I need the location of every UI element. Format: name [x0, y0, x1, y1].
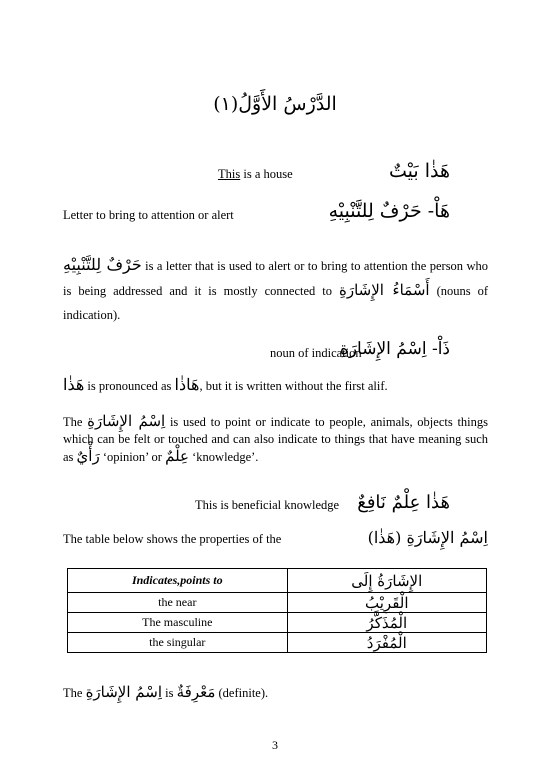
table-cell-english: Indicates,points to: [68, 569, 288, 593]
paragraph-text: (nouns of indication).: [63, 284, 488, 322]
example-4-arabic: هَذٰا عِلْمٌ نَافِعٌ: [357, 492, 450, 513]
arabic-term: مَعْرِفَةٌ: [176, 683, 216, 701]
table-cell-english: The masculine: [68, 613, 288, 633]
table-intro-text: The table below shows the properties of the: [63, 532, 282, 546]
properties-table: [67, 568, 487, 653]
arabic-term: هَاذٰا: [174, 375, 200, 394]
table-row: [68, 633, 487, 653]
arabic-term: رَأْيٌ: [76, 447, 100, 465]
table-cell-english: the singular: [68, 633, 288, 653]
paragraph-pronunciation: [63, 373, 488, 398]
arabic-term: أَسْمَاءُ الإِشَارَةِ: [338, 281, 430, 299]
table-row: [68, 569, 487, 593]
paragraph-text: ‘knowledge’.: [189, 450, 259, 464]
example-1-translation: [218, 167, 293, 182]
paragraph-text: The: [63, 415, 88, 429]
example-2-arabic: هَاْ- حَرْفٌ لِلتَّنْبِيْهِ: [328, 200, 450, 222]
lesson-title: الدَّرْسُ الأَوَّلُ(١): [213, 93, 337, 115]
table-cell-arabic: الإِشَارَةُ إِلَى: [287, 569, 486, 593]
example-4-translation: This is beneficial knowledge: [195, 498, 340, 512]
example-3-translation: noun of indication: [270, 346, 362, 360]
arabic-term: حَرْفٌ لِلتَّنْبِيْهِ: [63, 255, 142, 274]
table-cell-arabic: الْمُذَكَّرُ: [287, 613, 486, 633]
table-row: [68, 613, 487, 633]
paragraph-usage: [63, 413, 488, 466]
arabic-term: اِسْمُ الإِشَارَةِ: [85, 683, 163, 701]
paragraph-text: is a letter that is used to alert or to bring to attention the person who is being addressed and it is mostly connected to: [63, 259, 489, 298]
page-number: 3: [272, 738, 278, 752]
paragraph-text: is: [162, 686, 177, 700]
paragraph-text: is pronounced as: [84, 379, 175, 393]
example-1-arabic: هَذٰا بَيْتٌ: [389, 160, 450, 182]
example-3-arabic: ذَاْ- اِسْمُ الإِشَارَةِ: [339, 339, 450, 359]
paragraph-text: is used to point or indicate to people, animals, objects things which can be felt or touched and can also indicate to things that have meaning such as: [63, 415, 489, 464]
paragraph-text: , but it is written without the first alif.: [199, 379, 388, 393]
example-1-rest: is a house: [240, 167, 293, 181]
table-cell-arabic: الْمُفْرَدُ: [287, 633, 486, 653]
table-cell-arabic: الْقَرِيْبُ: [287, 593, 486, 613]
example-2-translation: Letter to bring to attention or alert: [63, 208, 234, 222]
table-cell-english: the near: [68, 593, 288, 613]
table-row: [68, 593, 487, 613]
paragraph-definite: [63, 683, 268, 701]
table-intro: [63, 528, 488, 547]
arabic-term: عِلْمٌ: [165, 447, 189, 465]
arabic-term: هَذٰا: [63, 375, 85, 394]
paragraph-text: (definite).: [215, 686, 269, 700]
arabic-term: اِسْمُ الإِشَارَةِ: [87, 412, 166, 430]
paragraph-text: ‘opinion’ or: [99, 450, 166, 464]
underlined-word: This: [218, 167, 241, 181]
paragraph-text: The: [63, 686, 86, 700]
table-intro-arabic: اِسْمُ الإِشَارَةِ (هَذٰا): [367, 528, 488, 547]
paragraph-attention-letter: [63, 253, 488, 327]
